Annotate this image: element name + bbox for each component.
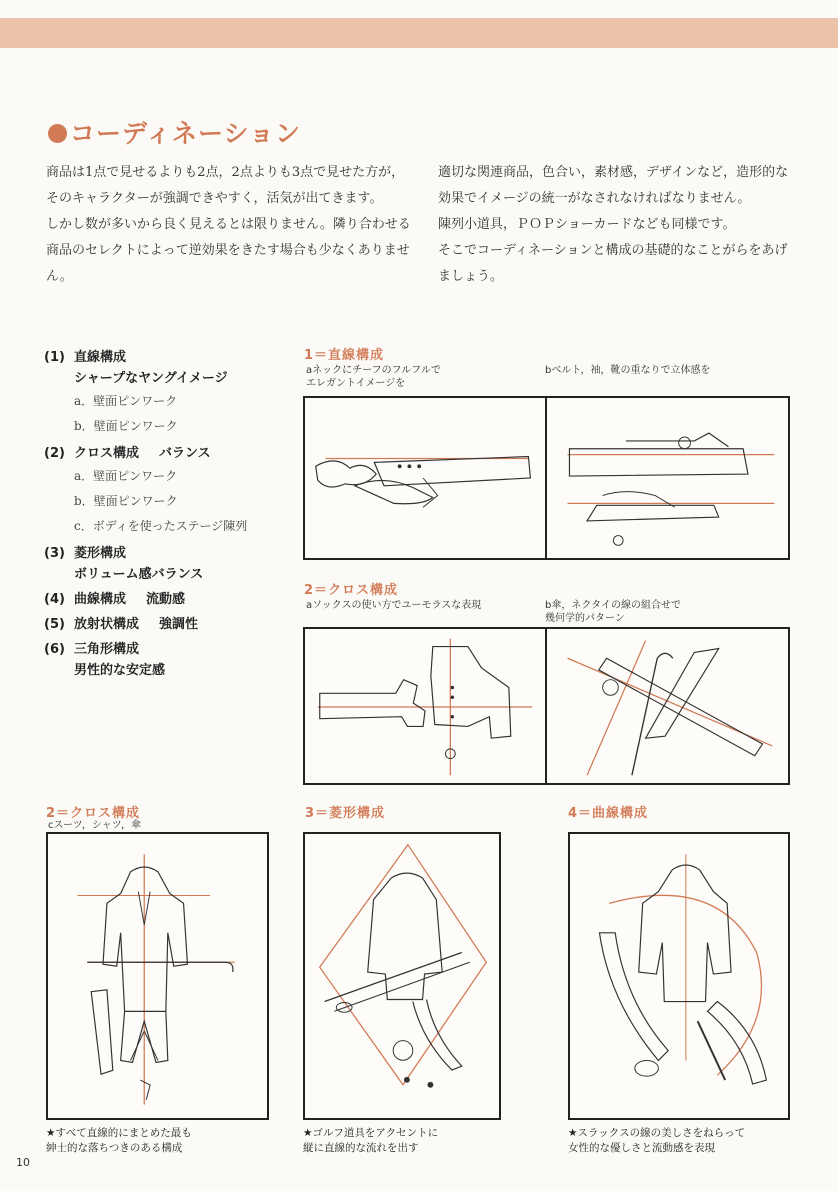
intro-right-column (438, 160, 798, 290)
outline-sub-item: b．壁面ピンワーク (74, 494, 178, 508)
illustration-panel-1b (545, 396, 790, 560)
intro-left-column (46, 160, 416, 290)
intro-paragraph: 適切な関連商品，色合い，素材感，デザインなど，造形的な効果でイメージの統一がなされなければなりません。 (438, 165, 789, 206)
section-2c-caption: cスーツ，シャツ，傘 (48, 820, 141, 831)
illustration-panel-1a (303, 396, 548, 560)
footnote-3: ★スラックスの線の美しさをねらって 女性的な優しさと流動感を表現 (568, 1127, 746, 1154)
outline-sub-item: b．壁面ピンワーク (74, 419, 178, 433)
section-3-title: 3＝菱形構成 (305, 806, 386, 821)
illustration-panel-3 (303, 832, 501, 1120)
composition-outline (44, 343, 294, 681)
top-color-band (0, 18, 838, 48)
intro-paragraph: そこでコーディネーションと構成の基礎的なことがらをあげましょう。 (438, 243, 788, 284)
neck-chief-illustration (305, 398, 546, 558)
outline-sub-item: a．壁面ピンワーク (74, 394, 178, 408)
illustration-panel-2b (545, 627, 790, 785)
illustration-panel-2c (46, 832, 269, 1120)
outline-item-1-desc: シャープなヤングイメージ (74, 371, 228, 386)
section-1-caption-b: bベルト，袖，靴の重なりで立体感を (545, 365, 711, 376)
intro-paragraph: 陳列小道具，ＰＯＰショーカードなども同様です。 (438, 217, 736, 232)
section-1-title: 1＝直線構成 (304, 348, 385, 363)
outline-item-3: (3) 菱形構成 (44, 546, 127, 561)
bullet-dot-icon (48, 124, 67, 143)
outline-item-6: (6) 三角形構成 (44, 642, 140, 657)
outline-item-2: (2) クロス構成 バランス (44, 446, 211, 461)
section-4-title: 4＝曲線構成 (568, 806, 649, 821)
section-2c-title: 2＝クロス構成 (46, 806, 141, 821)
intro-paragraph: 商品は1点で見せるよりも2点，2点よりも3点で見せた方が，そのキャラクターが強調できやすく，活気が出てきます。 (46, 165, 405, 206)
slacks-curve-illustration (570, 834, 788, 1118)
page-number: 10 (16, 1156, 30, 1169)
section-2-caption-a: aソックスの使い方でユーモラスな表現 (306, 600, 482, 611)
outline-item-1: (1) 直線構成 (44, 350, 127, 365)
section-2-caption-b: b傘，ネクタイの線の組合せで 幾何学的パターン (545, 600, 681, 624)
illustration-panel-4 (568, 832, 790, 1120)
outline-item-5: (5) 放射状構成 強調性 (44, 617, 199, 632)
illustration-panel-2a (303, 627, 548, 785)
outline-sub-item: a．壁面ピンワーク (74, 469, 178, 483)
outline-item-3-desc: ボリューム感バランス (74, 567, 204, 582)
intro-paragraph: しかし数が多いから良く見えるとは限りません。隣り合わせる商品のセレクトによって逆効果をきたす場合も少なくありません。 (46, 217, 411, 284)
socks-humor-illustration (305, 629, 546, 783)
footnote-2: ★ゴルフ道具をアクセントに 縦に直線的な流れを出す (303, 1127, 439, 1154)
outline-item-6-desc: 男性的な安定感 (74, 663, 166, 678)
outline-sub-item: c．ボディを使ったステージ陳列 (74, 519, 248, 533)
footnote-1: ★すべて直線的にまとめた最も 紳士的な落ちつきのある構成 (46, 1127, 192, 1154)
section-2-title: 2＝クロス構成 (304, 583, 399, 598)
section-1-caption-a: aネックにチーフのフルフルで エレガントイメージを (306, 365, 441, 389)
page-heading: コーディネーション (48, 114, 301, 150)
golf-diamond-illustration (305, 834, 499, 1118)
suit-shirt-umbrella-illustration (48, 834, 267, 1118)
umbrella-tie-illustration (547, 629, 788, 783)
outline-item-4: (4) 曲線構成 流動感 (44, 592, 186, 607)
belt-sleeve-shoe-illustration (547, 398, 788, 558)
